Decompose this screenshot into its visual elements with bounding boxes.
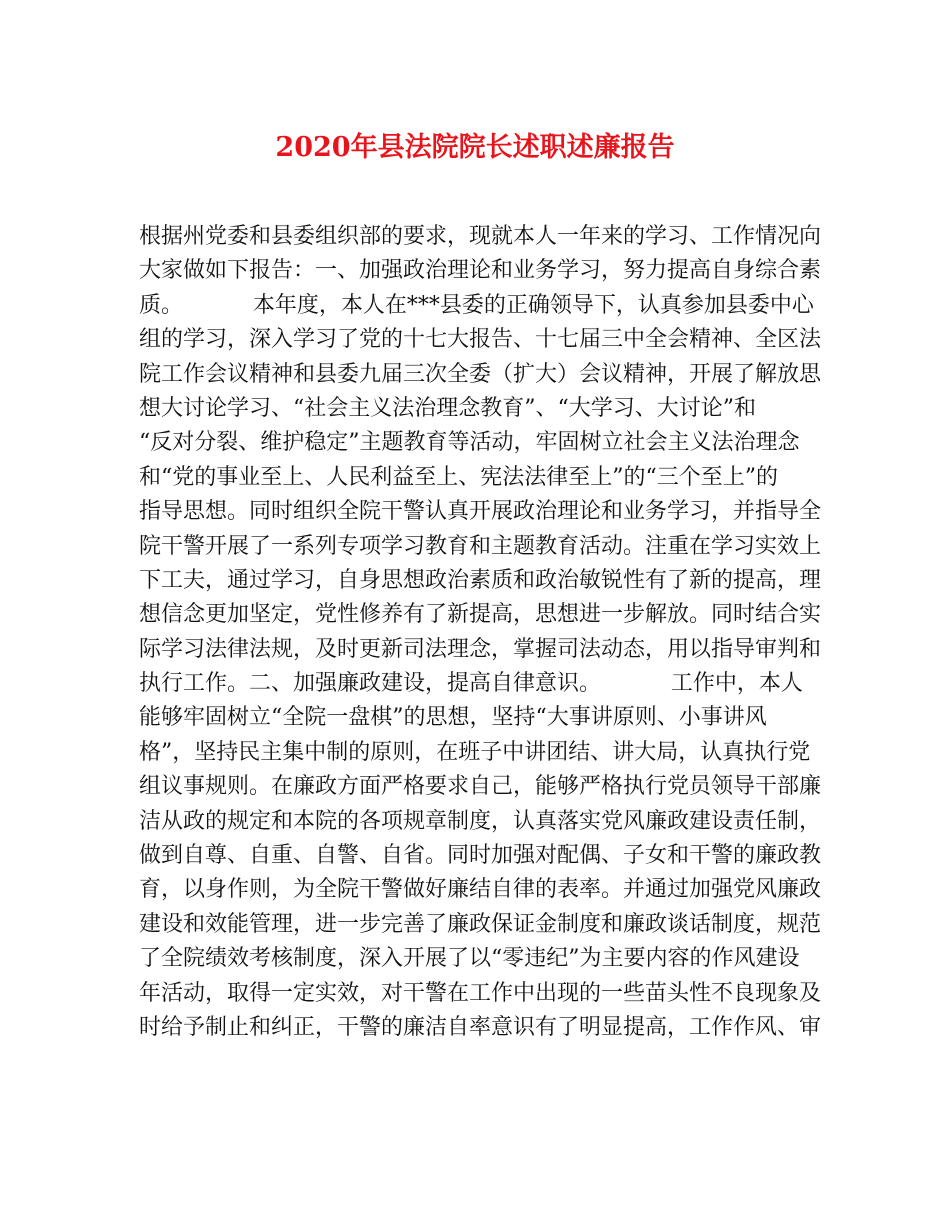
body-line: 能够牢固树立“全院一盘棋”的思想，坚持“大事讲原则、小事讲风	[139, 705, 767, 731]
body-line: “反对分裂、维护稳定”主题教育等活动，牢固树立社会主义法治理念	[139, 430, 800, 456]
body-line: 大家做如下报告：一、加强政治理论和业务学习，努力提高自身综合素	[139, 258, 822, 284]
body-line: 时给予制止和纠正，干警的廉洁自率意识有了明显提高，工作作风、审	[139, 1014, 822, 1040]
body-line: 院工作会议精神和县委九届三次全委（扩大）会议精神，开展了解放思	[139, 361, 822, 387]
body-line: 际学习法律法规，及时更新司法理念，掌握司法动态，用以指导审判和	[139, 636, 822, 662]
document-title: 2020年县法院院长述职述廉报告	[275, 132, 675, 163]
body-line: 年活动，取得一定实效，对干警在工作中出现的一些苗头性不良现象及	[139, 980, 822, 1006]
body-line: 格”，坚持民主集中制的原则，在班子中讲团结、讲大局，认真执行党	[139, 739, 811, 765]
body-line: 下工夫，通过学习，自身思想政治素质和政治敏锐性有了新的提高，理	[139, 567, 822, 593]
body-line: 指导思想。同时组织全院干警认真开展政治理论和业务学习，并指导全	[139, 499, 822, 525]
body-line: 想大讨论学习、“社会主义法治理念教育”、“大学习、大讨论”和	[139, 395, 756, 421]
body-line: 根据州党委和县委组织部的要求，现就本人一年来的学习、工作情况向	[139, 224, 822, 249]
body-line: 了全院绩效考核制度，深入开展了以“零违纪”为主要内容的作风建设	[139, 946, 800, 972]
body-line: 院干警开展了一系列专项学习教育和主题教育活动。注重在学习实效上	[139, 533, 822, 559]
body-line: 执行工作。二、加强廉政建设，提高自律意识。 工作中，本人	[139, 671, 803, 697]
body-line: 做到自尊、自重、自警、自省。同时加强对配偶、子女和干警的廉政教	[139, 843, 822, 869]
body-line: 质。 本年度，本人在***县委的正确领导下，认真参加县委中心	[139, 292, 814, 318]
document-body	[139, 220, 829, 1045]
body-line: 想信念更加坚定，党性修养有了新提高，思想进一步解放。同时结合实	[139, 602, 822, 628]
body-line: 洁从政的规定和本院的各项规章制度，认真落实党风廉政建设责任制，	[139, 808, 822, 834]
body-line: 和“党的事业至上、人民利益至上、宪法法律至上”的“三个至上”的	[139, 464, 778, 490]
body-line: 育，以身作则，为全院干警做好廉结自律的表率。并通过加强党风廉政	[139, 877, 822, 903]
body-line: 建设和效能管理，进一步完善了廉政保证金制度和廉政谈话制度，规范	[139, 911, 822, 937]
body-line: 组议事规则。在廉政方面严格要求自己，能够严格执行党员领导干部廉	[139, 774, 822, 800]
body-line: 组的学习，深入学习了党的十七大报告、十七届三中全会精神、全区法	[139, 327, 822, 353]
